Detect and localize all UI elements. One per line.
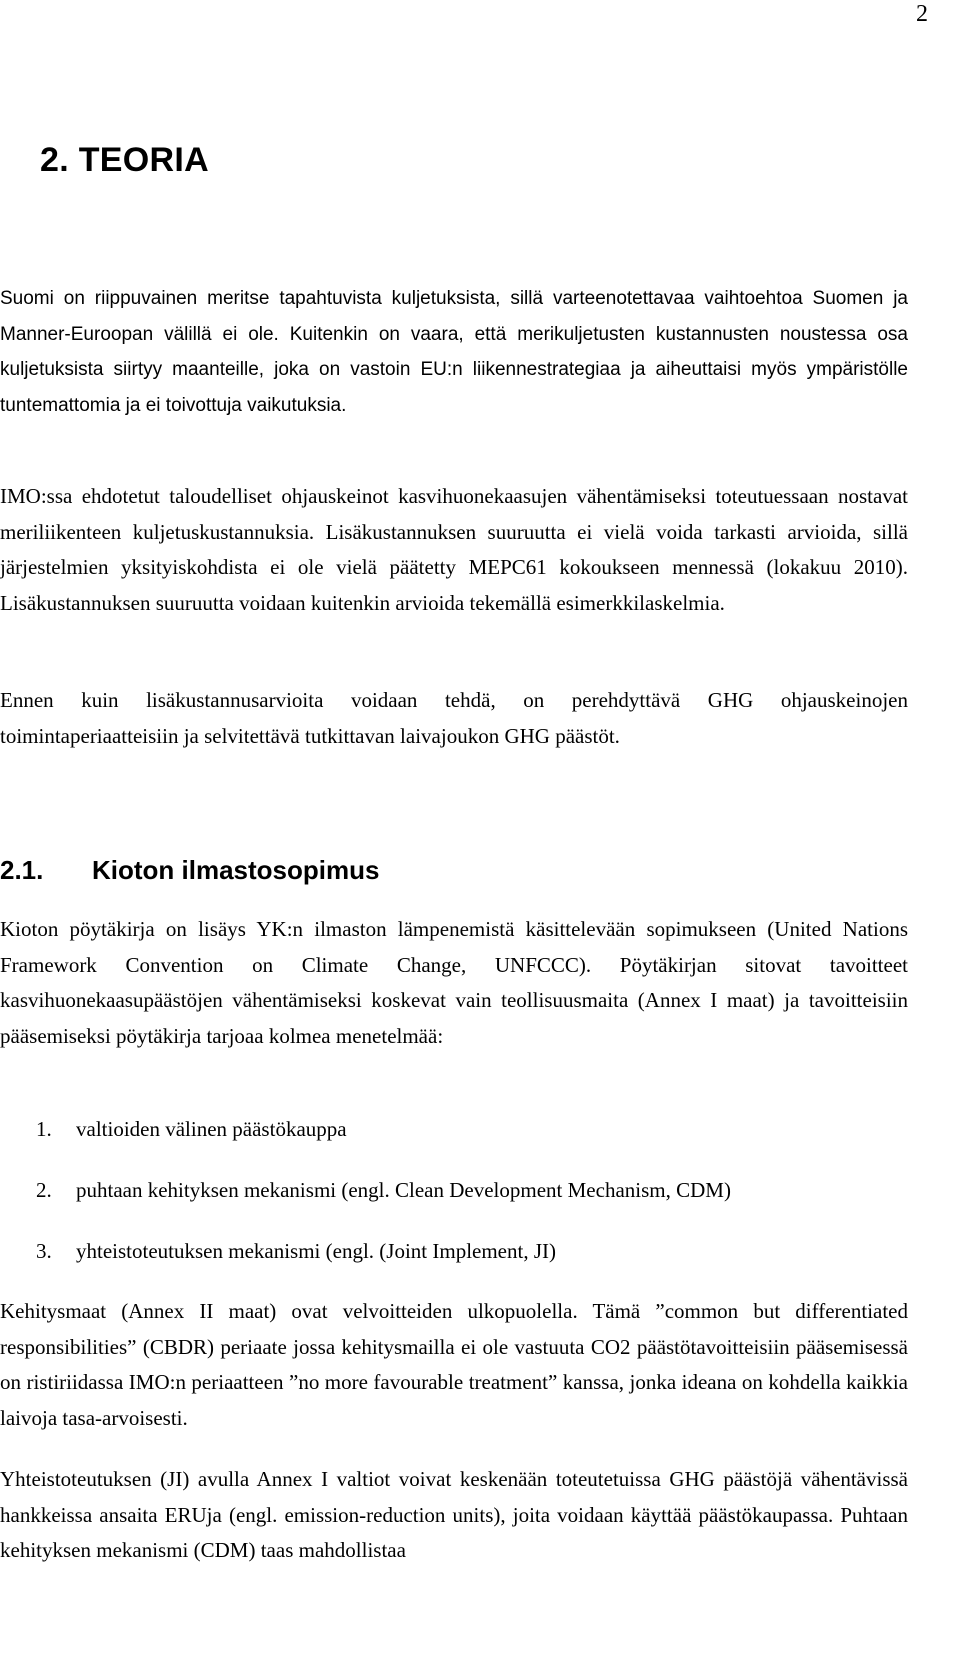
list-item-text: yhteistoteutuksen mekanismi (engl. (Joint Implement, JI) [76,1239,556,1263]
paragraph-intro-3: Ennen kuin lisäkustannusarvioita voidaan tehdä, on perehdyttävä GHG ohjauskeinojen toimintaperiaatteisiin ja selvitettävä tutkittavan laivajoukon GHG päästöt. [0,688,908,748]
list-item-number: 3. [36,1239,52,1263]
section-paragraph-2: Kehitysmaat (Annex II maat) ovat velvoitteiden ulkopuolella. Tämä ”common but differentiated responsibilities” (CBDR) periaate jossa kehitysmailla ei ole vastuuta CO2 päästötavoitteisiin pääsemisessä on ristiriidassa IMO:n periaatteen ”no more favourable treatment” kanssa, jonka ideana on kohdella kaikkia laivoja tasa-arvoisesti. [0,1299,908,1430]
paragraph-intro-1: Suomi on riippuvainen meritse tapahtuvista kuljetuksista, sillä varteenotettavaa vaihtoehtoa Suomen ja Manner-Euroopan välillä ei ole. Kuitenkin on vaara, että merikuljetusten kustannusten noustessa osa kuljetuksista siirtyy maanteille, joka on vastoin EU:n liikennestrategiaa ja aiheuttaisi myös ympäristölle tuntemattomia ja ei toivottuja vaikutuksia. [0,288,908,416]
page-number: 2 [916,1,928,27]
list-item [36,1175,731,1236]
methods-list [36,1114,731,1297]
list-item-text: puhtaan kehityksen mekanismi (engl. Clean Development Mechanism, CDM) [76,1178,731,1202]
list-item-text: valtioiden välinen päästökauppa [76,1117,347,1141]
list-item [36,1236,731,1297]
paragraph-intro-2: IMO:ssa ehdotetut taloudelliset ohjauskeinot kasvihuonekaasujen vähentämiseksi toteutuessaan nostavat meriliikenteen kuljetuskustannuksia. Lisäkustannuksen suuruutta ei vielä voida tarkasti arvioida, sillä järjestelmien yksityiskohdista ei ole vielä päätetty MEPC61 kokoukseen mennessä (lokakuu 2010). Lisäkustannuksen suuruutta voidaan kuitenkin arvioida tekemällä esimerkkilaskelmia. [0,484,908,615]
section-paragraph-3: Yhteistoteutuksen (JI) avulla Annex I valtiot voivat keskenään toteutetuissa GHG päästöjä vähentävissä hankkeissa ansaita ERUja (engl. emission-reduction units), joita voidaan käyttää päästökaupassa. Puhtaan kehityksen mekanismi (CDM) taas mahdollistaa [0,1467,908,1562]
section-paragraph-1: Kioton pöytäkirja on lisäys YK:n ilmaston lämpenemistä käsittelevään sopimukseen (United Nations Framework Convention on Climate Change, UNFCCC). Pöytäkirjan sitovat tavoitteet kasvihuonekaasupäästöjen vähentämiseksi koskevat vain teollisuusmaita (Annex I maat) ja tavoitteisiin pääsemiseksi pöytäkirja tarjoaa kolmea menetelmää: [0,917,908,1048]
list-item-number: 1. [36,1117,52,1141]
list-item [36,1114,731,1175]
section-number: 2.1. [0,855,44,885]
section-heading [0,852,379,888]
list-item-number: 2. [36,1178,52,1202]
chapter-heading: 2. TEORIA [40,141,209,179]
section-title: Kioton ilmastosopimus [92,855,380,885]
